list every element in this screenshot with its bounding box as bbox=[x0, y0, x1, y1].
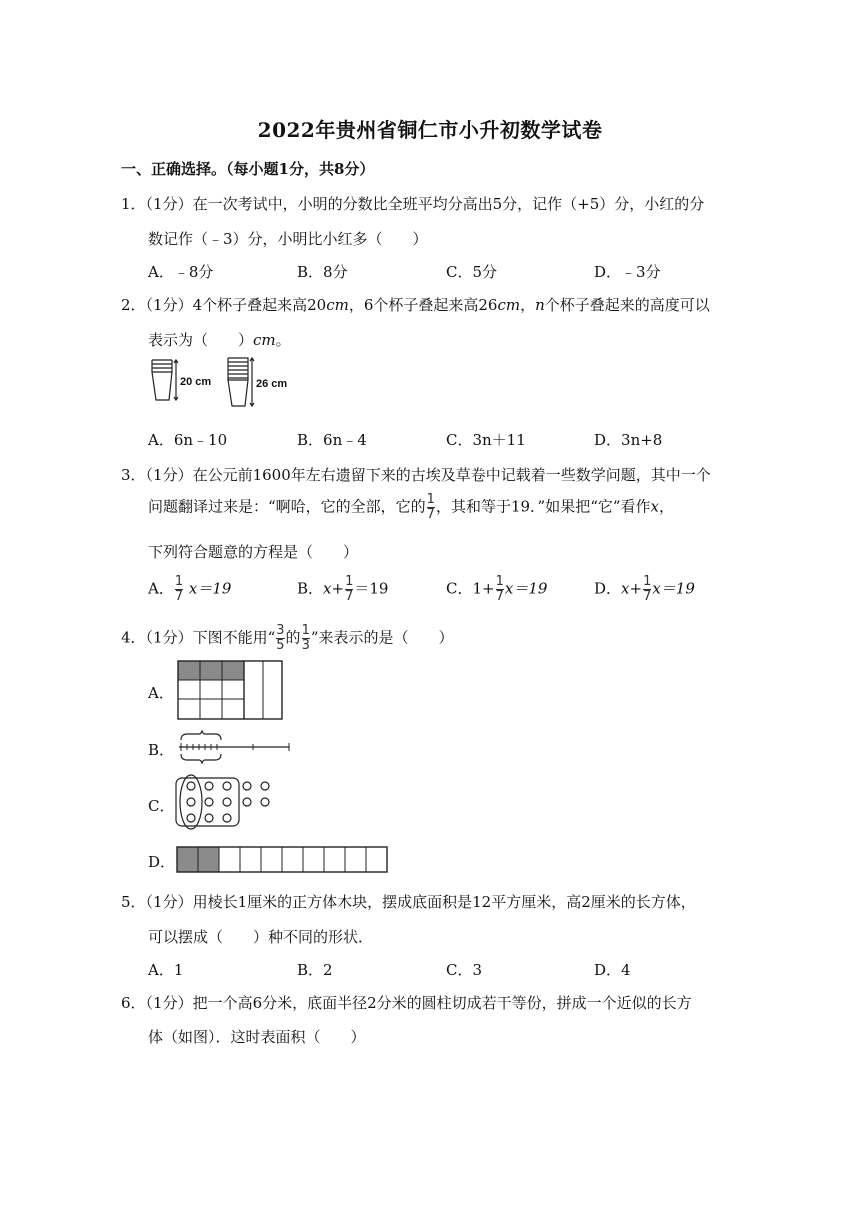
q3-line2: 问题翻译过来是：“啊哈，它的全部，它的 $\frac{1}{7}$ ，其和等于19．”如果把“它”看作x， bbox=[148, 492, 675, 522]
cups-figure bbox=[150, 356, 292, 412]
q3-option-c[interactable]: C．1+ $\frac{1}{7}$ x＝19 bbox=[446, 574, 548, 604]
q6-line2: 体（如图）．这时表面积（ ） bbox=[148, 1028, 366, 1046]
q4-line1: 4．（1分）下图不能用“ $\frac{3}{5}$ 的 $\frac{1}{3}$ ”来表示的是（ ） bbox=[121, 623, 454, 653]
q5-option-d[interactable]: D．4 bbox=[594, 961, 631, 979]
q4-label-c[interactable]: C． bbox=[148, 797, 175, 815]
q5-line2: 可以摆成（ ）种不同的形状． bbox=[148, 928, 374, 946]
q1-option-c[interactable]: C．5分 bbox=[446, 263, 498, 281]
cups-label-26: 26 cm bbox=[256, 378, 288, 390]
q4-label-d[interactable]: D． bbox=[148, 853, 176, 871]
q6-line1: 6．（1分）把一个高6分米，底面半径2分米的圆柱切成若干等份，拼成一个近似的长方 bbox=[121, 994, 692, 1012]
q5-option-b[interactable]: B．2 bbox=[297, 961, 333, 979]
q2-option-b[interactable]: B．6n﹣4 bbox=[297, 431, 367, 449]
q3-option-a[interactable]: A． $\frac{1}{7}$ x＝19 bbox=[148, 574, 232, 604]
q2-line1: 2．（1分）4个杯子叠起来高20cm，6个杯子叠起来高26cm，n个杯子叠起来的高度可以 bbox=[121, 296, 710, 314]
q3-line3: 下列符合题意的方程是（ ） bbox=[148, 543, 359, 561]
q2-option-d[interactable]: D．3n+8 bbox=[594, 431, 663, 449]
page-title: 2022年贵州省铜仁市小升初数学试卷 bbox=[257, 118, 603, 142]
fraction-three-fifths: $\frac{3}{5}$ bbox=[276, 623, 285, 653]
q3-option-d[interactable]: D．x+ $\frac{1}{7}$ x＝19 bbox=[594, 574, 695, 604]
q1-line2: 数记作（﹣3）分，小明比小红多（ ） bbox=[148, 230, 428, 248]
q2-option-c[interactable]: C．3n＋11 bbox=[446, 431, 526, 449]
q1-option-b[interactable]: B．8分 bbox=[297, 263, 348, 281]
q4-label-a[interactable]: A． bbox=[148, 684, 174, 702]
q4-figure-c[interactable] bbox=[175, 773, 275, 831]
q2-line2: 表示为（ ）cm。 bbox=[148, 331, 291, 349]
q4-figure-a[interactable] bbox=[177, 660, 283, 720]
q4-figure-b[interactable] bbox=[177, 730, 291, 764]
section-heading: 一、正确选择。（每小题1分，共8分） bbox=[121, 160, 375, 178]
fraction-one-third: $\frac{1}{3}$ bbox=[301, 623, 310, 653]
q5-line1: 5．（1分）用棱长1厘米的正方体木块，摆成底面积是12平方厘米，高2厘米的长方体， bbox=[121, 893, 696, 911]
q4-figure-d[interactable] bbox=[176, 846, 388, 874]
q1-option-d[interactable]: D．﹣3分 bbox=[594, 263, 661, 281]
cups-label-20: 20 cm bbox=[180, 376, 212, 388]
q2-option-a[interactable]: A．6n﹣10 bbox=[148, 431, 228, 449]
q1-option-a[interactable]: A．﹣8分 bbox=[148, 263, 214, 281]
q3-option-b[interactable]: B．x+ $\frac{1}{7}$ ＝19 bbox=[297, 574, 389, 604]
fraction-one-seventh: $\frac{1}{7}$ bbox=[426, 492, 435, 522]
q1-line1: 1．（1分）在一次考试中，小明的分数比全班平均分高出5分，记作（+5）分，小红的分 bbox=[121, 195, 705, 213]
q3-line1: 3．（1分）在公元前1600年左右遗留下来的古埃及草卷中记载着一些数学问题，其中一个 bbox=[121, 466, 711, 484]
q5-option-c[interactable]: C．3 bbox=[446, 961, 483, 979]
q5-option-a[interactable]: A．1 bbox=[148, 961, 184, 979]
q4-label-b[interactable]: B． bbox=[148, 741, 175, 759]
